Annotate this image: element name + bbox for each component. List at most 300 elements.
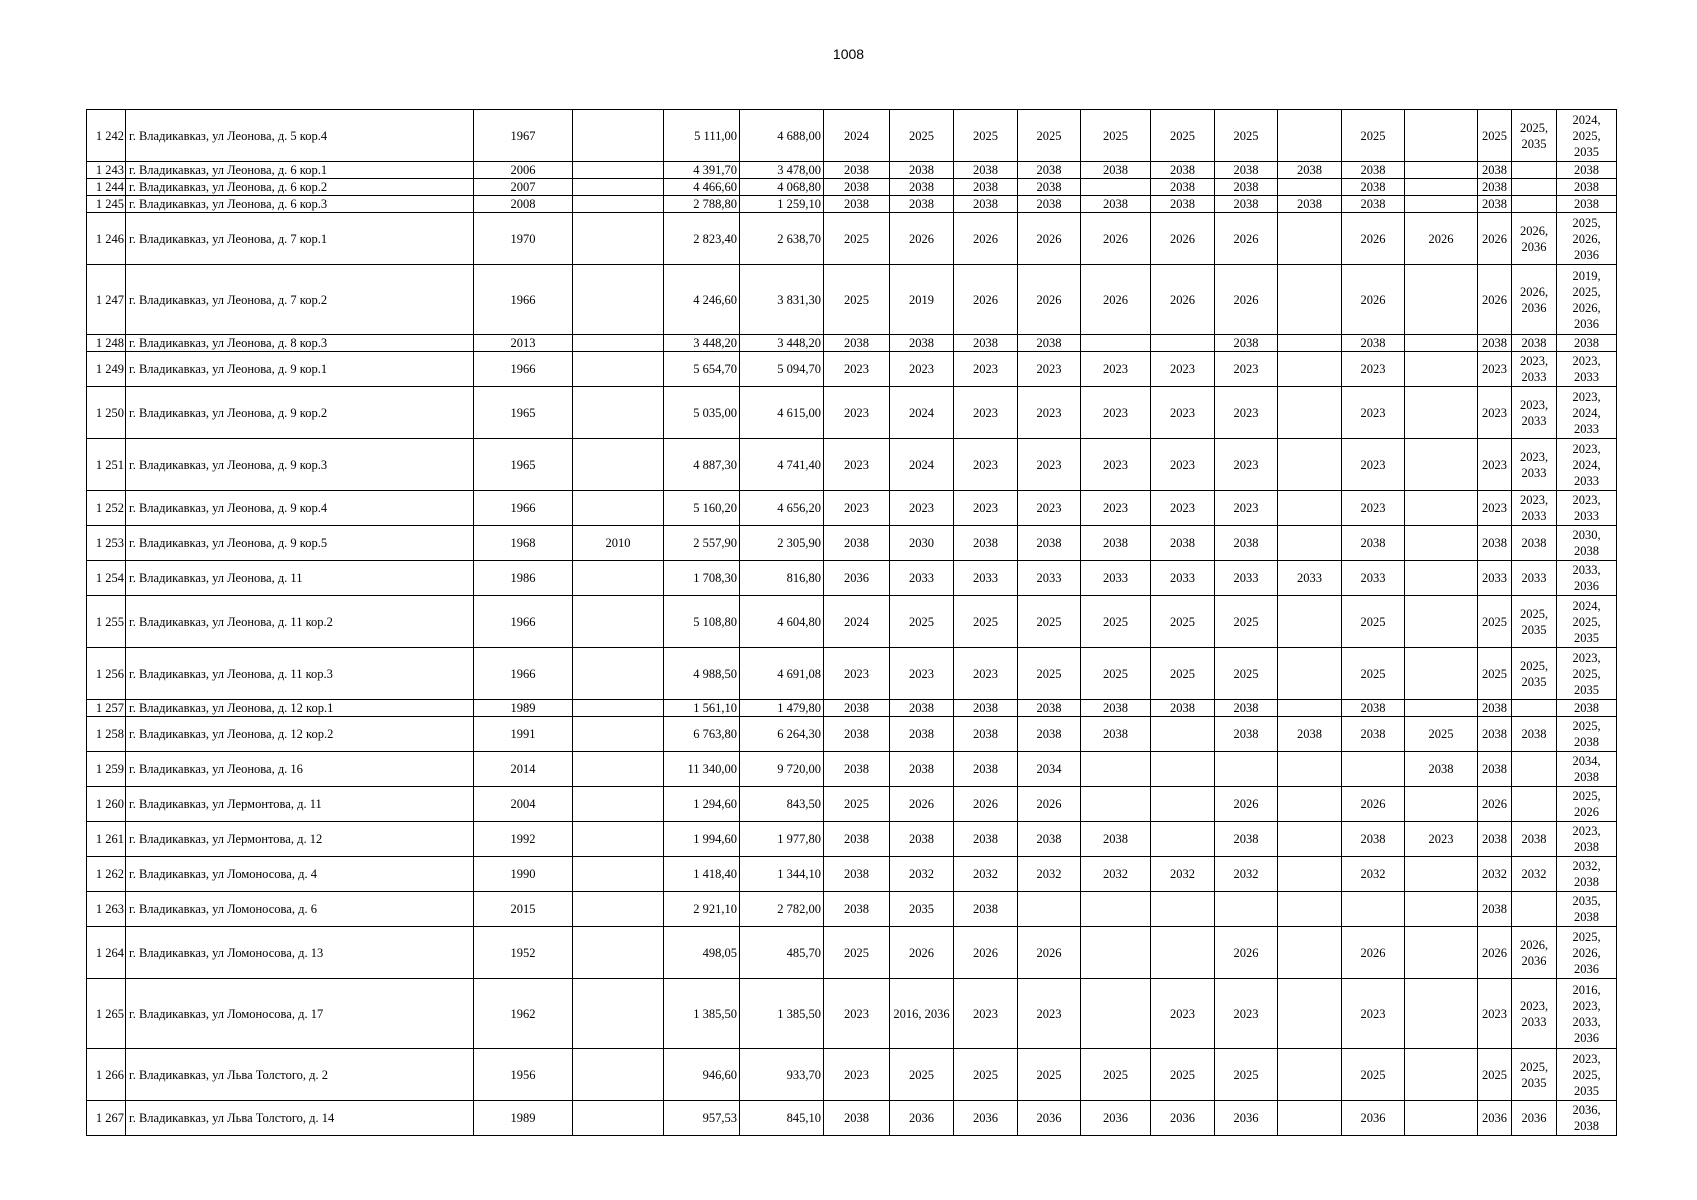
reconstruction-year-cell: [573, 822, 664, 857]
year-cell: 2036: [1081, 1101, 1151, 1136]
reconstruction-year-cell: 2010: [573, 526, 664, 561]
year-cell: 2023: [1018, 979, 1081, 1049]
table-row: [87, 352, 1617, 387]
address-cell: г. Владикавказ, ул Леонова, д. 7 кор.1: [126, 213, 474, 265]
row-number-cell: 1 247: [87, 265, 126, 335]
year-cell: 2038: [1151, 196, 1215, 213]
year-cell: 2033: [1478, 561, 1512, 596]
year-cell: 2025: [1215, 648, 1278, 700]
year-cell: 2038: [1151, 526, 1215, 561]
year-cell: 2033: [1215, 561, 1278, 596]
year-cell: 2034, 2038: [1557, 752, 1617, 787]
year-cell: 2023: [1151, 352, 1215, 387]
year-cell: [1215, 892, 1278, 927]
year-cell: 2038: [824, 752, 890, 787]
year-cell: [1278, 787, 1342, 822]
year-cell: 2025: [1478, 648, 1512, 700]
row-number-cell: 1 258: [87, 717, 126, 752]
table-row: [87, 1049, 1617, 1101]
row-number-cell: 1 259: [87, 752, 126, 787]
reconstruction-year-cell: [573, 752, 664, 787]
year-cell: 2038: [1405, 752, 1478, 787]
year-cell: 2038: [1151, 700, 1215, 717]
year-cell: 2023: [1342, 491, 1405, 526]
year-cell: 2025: [890, 110, 954, 162]
year-cell: 2025, 2035: [1512, 596, 1557, 648]
year-cell: 2038: [1018, 526, 1081, 561]
year-cell: 2023, 2033: [1512, 491, 1557, 526]
row-number-cell: 1 267: [87, 1101, 126, 1136]
table-row: [87, 265, 1617, 335]
year-cell: 2023: [824, 352, 890, 387]
year-cell: 2024: [824, 596, 890, 648]
address-cell: г. Владикавказ, ул Ломоносова, д. 4: [126, 857, 474, 892]
row-number-cell: 1 264: [87, 927, 126, 979]
year-cell: 2038: [1478, 822, 1512, 857]
year-cell: 2025: [1151, 1049, 1215, 1101]
year-cell: 2023: [824, 491, 890, 526]
year-cell: 2038: [1342, 526, 1405, 561]
build-year-cell: 1989: [474, 1101, 573, 1136]
table-row: [87, 717, 1617, 752]
table-row: [87, 179, 1617, 196]
living-area-cell: 3 831,30: [740, 265, 824, 335]
year-cell: 2038: [824, 892, 890, 927]
year-cell: 2026: [1081, 213, 1151, 265]
year-cell: [1151, 787, 1215, 822]
year-cell: 2032: [1478, 857, 1512, 892]
year-cell: 2026: [954, 265, 1018, 335]
year-cell: 2023, 2038: [1557, 822, 1617, 857]
year-cell: 2025: [1478, 1049, 1512, 1101]
year-cell: [1278, 265, 1342, 335]
year-cell: 2023: [954, 352, 1018, 387]
reconstruction-year-cell: [573, 1049, 664, 1101]
year-cell: 2035: [890, 892, 954, 927]
address-cell: г. Владикавказ, ул Леонова, д. 6 кор.2: [126, 179, 474, 196]
year-cell: 2023: [1151, 979, 1215, 1049]
build-year-cell: 1991: [474, 717, 573, 752]
build-year-cell: 1956: [474, 1049, 573, 1101]
year-cell: [1151, 822, 1215, 857]
total-area-cell: 5 654,70: [664, 352, 740, 387]
year-cell: [1405, 352, 1478, 387]
table-body: [87, 110, 1617, 1136]
living-area-cell: 4 615,00: [740, 387, 824, 439]
year-cell: 2023, 2033: [1557, 352, 1617, 387]
table-row: [87, 162, 1617, 179]
living-area-cell: 816,80: [740, 561, 824, 596]
year-cell: 2026, 2036: [1512, 265, 1557, 335]
year-cell: 2023: [824, 387, 890, 439]
build-year-cell: 2008: [474, 196, 573, 213]
year-cell: 2038: [1557, 162, 1617, 179]
year-cell: 2023: [1342, 387, 1405, 439]
year-cell: 2025: [1478, 110, 1512, 162]
year-cell: [1405, 787, 1478, 822]
row-number-cell: 1 254: [87, 561, 126, 596]
address-cell: г. Владикавказ, ул Леонова, д. 7 кор.2: [126, 265, 474, 335]
year-cell: 2038: [1512, 335, 1557, 352]
year-cell: 2038: [954, 162, 1018, 179]
year-cell: 2038: [1342, 179, 1405, 196]
row-number-cell: 1 260: [87, 787, 126, 822]
year-cell: 2025: [1151, 596, 1215, 648]
total-area-cell: 2 921,10: [664, 892, 740, 927]
total-area-cell: 1 418,40: [664, 857, 740, 892]
row-number-cell: 1 246: [87, 213, 126, 265]
build-year-cell: 2015: [474, 892, 573, 927]
year-cell: 2038: [824, 526, 890, 561]
year-cell: [1081, 752, 1151, 787]
year-cell: 2038: [1018, 162, 1081, 179]
year-cell: 2036: [1478, 1101, 1512, 1136]
build-year-cell: 1966: [474, 648, 573, 700]
living-area-cell: 4 741,40: [740, 439, 824, 491]
year-cell: 2023: [954, 387, 1018, 439]
address-cell: г. Владикавказ, ул Леонова, д. 11 кор.2: [126, 596, 474, 648]
year-cell: 2025: [1215, 596, 1278, 648]
address-cell: г. Владикавказ, ул Леонова, д. 16: [126, 752, 474, 787]
year-cell: 2030: [890, 526, 954, 561]
year-cell: [1215, 752, 1278, 787]
living-area-cell: 845,10: [740, 1101, 824, 1136]
living-area-cell: 4 656,20: [740, 491, 824, 526]
row-number-cell: 1 248: [87, 335, 126, 352]
year-cell: 2032: [1081, 857, 1151, 892]
address-cell: г. Владикавказ, ул Леонова, д. 9 кор.2: [126, 387, 474, 439]
year-cell: [1151, 752, 1215, 787]
year-cell: 2038: [1081, 196, 1151, 213]
year-cell: 2033: [954, 561, 1018, 596]
reconstruction-year-cell: [573, 857, 664, 892]
year-cell: 2038: [1342, 196, 1405, 213]
reconstruction-year-cell: [573, 787, 664, 822]
year-cell: 2026: [1478, 787, 1512, 822]
living-area-cell: 4 688,00: [740, 110, 824, 162]
year-cell: [1405, 526, 1478, 561]
year-cell: [1278, 179, 1342, 196]
year-cell: 2023: [890, 648, 954, 700]
year-cell: 2038: [1478, 700, 1512, 717]
total-area-cell: 1 385,50: [664, 979, 740, 1049]
year-cell: 2033: [1342, 561, 1405, 596]
year-cell: 2038: [824, 179, 890, 196]
reconstruction-year-cell: [573, 265, 664, 335]
table-row: [87, 979, 1617, 1049]
year-cell: 2032, 2038: [1557, 857, 1617, 892]
year-cell: 2023: [1081, 352, 1151, 387]
year-cell: 2033: [1081, 561, 1151, 596]
year-cell: 2038: [1018, 717, 1081, 752]
year-cell: 2023: [954, 648, 1018, 700]
table-row: [87, 491, 1617, 526]
living-area-cell: 2 638,70: [740, 213, 824, 265]
year-cell: 2025, 2026, 2036: [1557, 927, 1617, 979]
build-year-cell: 2004: [474, 787, 573, 822]
total-area-cell: 2 788,80: [664, 196, 740, 213]
build-year-cell: 1966: [474, 491, 573, 526]
reconstruction-year-cell: [573, 491, 664, 526]
address-cell: г. Владикавказ, ул Леонова, д. 9 кор.1: [126, 352, 474, 387]
year-cell: 2024: [890, 387, 954, 439]
table-row: [87, 787, 1617, 822]
year-cell: 2038: [890, 335, 954, 352]
year-cell: 2023: [824, 648, 890, 700]
reconstruction-year-cell: [573, 196, 664, 213]
year-cell: 2038: [1151, 162, 1215, 179]
table-row: [87, 110, 1617, 162]
year-cell: 2038: [1018, 700, 1081, 717]
year-cell: 2023: [954, 439, 1018, 491]
table-row: [87, 927, 1617, 979]
year-cell: 2038: [824, 822, 890, 857]
reconstruction-year-cell: [573, 979, 664, 1049]
year-cell: 2038: [1512, 717, 1557, 752]
year-cell: 2023, 2025, 2035: [1557, 648, 1617, 700]
year-cell: [1405, 1101, 1478, 1136]
year-cell: 2032: [1215, 857, 1278, 892]
year-cell: 2023, 2033: [1512, 352, 1557, 387]
address-cell: г. Владикавказ, ул Леонова, д. 6 кор.3: [126, 196, 474, 213]
year-cell: 2038: [1215, 335, 1278, 352]
year-cell: 2023: [1151, 387, 1215, 439]
year-cell: 2026: [1478, 265, 1512, 335]
year-cell: 2038: [954, 717, 1018, 752]
year-cell: 2023: [1478, 491, 1512, 526]
year-cell: 2038: [1215, 196, 1278, 213]
living-area-cell: 2 782,00: [740, 892, 824, 927]
reconstruction-year-cell: [573, 352, 664, 387]
row-number-cell: 1 265: [87, 979, 126, 1049]
year-cell: 2023: [1081, 439, 1151, 491]
year-cell: [1278, 1049, 1342, 1101]
build-year-cell: 1968: [474, 526, 573, 561]
year-cell: 2038: [824, 717, 890, 752]
total-area-cell: 957,53: [664, 1101, 740, 1136]
year-cell: 2034: [1018, 752, 1081, 787]
living-area-cell: 1 344,10: [740, 857, 824, 892]
year-cell: 2038: [1342, 717, 1405, 752]
year-cell: 2023: [1342, 979, 1405, 1049]
living-area-cell: 933,70: [740, 1049, 824, 1101]
year-cell: 2036, 2038: [1557, 1101, 1617, 1136]
year-cell: 2026: [1215, 213, 1278, 265]
row-number-cell: 1 262: [87, 857, 126, 892]
year-cell: [1278, 892, 1342, 927]
year-cell: 2025: [1018, 1049, 1081, 1101]
table-row: [87, 700, 1617, 717]
year-cell: 2038: [954, 752, 1018, 787]
table-row: [87, 822, 1617, 857]
total-area-cell: 1 294,60: [664, 787, 740, 822]
year-cell: [1405, 648, 1478, 700]
living-area-cell: 9 720,00: [740, 752, 824, 787]
row-number-cell: 1 244: [87, 179, 126, 196]
address-cell: г. Владикавказ, ул Леонова, д. 9 кор.4: [126, 491, 474, 526]
year-cell: 2025: [1405, 717, 1478, 752]
year-cell: 2025: [1081, 110, 1151, 162]
year-cell: 2038: [890, 717, 954, 752]
year-cell: 2026: [1018, 927, 1081, 979]
build-year-cell: 1966: [474, 265, 573, 335]
year-cell: 2025: [1342, 1049, 1405, 1101]
year-cell: 2025: [890, 596, 954, 648]
year-cell: 2038: [1478, 335, 1512, 352]
reconstruction-year-cell: [573, 179, 664, 196]
build-year-cell: 2014: [474, 752, 573, 787]
year-cell: 2023: [890, 352, 954, 387]
build-year-cell: 2013: [474, 335, 573, 352]
total-area-cell: 5 108,80: [664, 596, 740, 648]
year-cell: [1512, 162, 1557, 179]
row-number-cell: 1 245: [87, 196, 126, 213]
year-cell: 2023: [1478, 979, 1512, 1049]
year-cell: 2038: [1215, 526, 1278, 561]
year-cell: 2033: [1512, 561, 1557, 596]
build-year-cell: 1966: [474, 596, 573, 648]
build-year-cell: 1962: [474, 979, 573, 1049]
year-cell: 2038: [1278, 196, 1342, 213]
year-cell: 2036: [890, 1101, 954, 1136]
year-cell: 2038: [1215, 179, 1278, 196]
reconstruction-year-cell: [573, 439, 664, 491]
year-cell: [1278, 387, 1342, 439]
table-row: [87, 213, 1617, 265]
year-cell: 2038: [890, 752, 954, 787]
table-row: [87, 561, 1617, 596]
address-cell: г. Владикавказ, ул Ломоносова, д. 13: [126, 927, 474, 979]
year-cell: 2026: [1018, 787, 1081, 822]
year-cell: 2024, 2025, 2035: [1557, 110, 1617, 162]
year-cell: 2025: [824, 787, 890, 822]
address-cell: г. Владикавказ, ул Леонова, д. 11: [126, 561, 474, 596]
year-cell: [1278, 491, 1342, 526]
year-cell: 2026: [1405, 213, 1478, 265]
reconstruction-year-cell: [573, 927, 664, 979]
row-number-cell: 1 255: [87, 596, 126, 648]
year-cell: 2019, 2025, 2026, 2036: [1557, 265, 1617, 335]
year-cell: 2016, 2036: [890, 979, 954, 1049]
year-cell: 2025: [1215, 110, 1278, 162]
year-cell: 2038: [824, 335, 890, 352]
row-number-cell: 1 252: [87, 491, 126, 526]
total-area-cell: 5 160,20: [664, 491, 740, 526]
build-year-cell: 1989: [474, 700, 573, 717]
year-cell: 2026: [1342, 927, 1405, 979]
year-cell: 2038: [890, 196, 954, 213]
build-year-cell: 1965: [474, 387, 573, 439]
row-number-cell: 1 251: [87, 439, 126, 491]
year-cell: 2025, 2035: [1512, 110, 1557, 162]
table-row: [87, 196, 1617, 213]
reconstruction-year-cell: [573, 596, 664, 648]
living-area-cell: 5 094,70: [740, 352, 824, 387]
year-cell: 2038: [1018, 822, 1081, 857]
year-cell: 2038: [1278, 162, 1342, 179]
year-cell: [1405, 335, 1478, 352]
year-cell: 2023, 2033: [1512, 387, 1557, 439]
year-cell: 2026: [1478, 927, 1512, 979]
year-cell: 2023: [1151, 491, 1215, 526]
year-cell: 2026: [1215, 927, 1278, 979]
year-cell: 2032: [954, 857, 1018, 892]
year-cell: 2023, 2024, 2033: [1557, 387, 1617, 439]
year-cell: 2038: [1512, 526, 1557, 561]
year-cell: 2038: [1215, 700, 1278, 717]
year-cell: 2026: [954, 213, 1018, 265]
year-cell: [1278, 596, 1342, 648]
year-cell: 2023, 2033: [1512, 979, 1557, 1049]
year-cell: [1405, 1049, 1478, 1101]
year-cell: 2025: [890, 1049, 954, 1101]
year-cell: [1151, 927, 1215, 979]
page-number: 1008: [832, 46, 865, 62]
living-area-cell: 4 691,08: [740, 648, 824, 700]
year-cell: 2033, 2036: [1557, 561, 1617, 596]
year-cell: 2023: [1478, 352, 1512, 387]
build-year-cell: 1986: [474, 561, 573, 596]
year-cell: 2025: [824, 927, 890, 979]
year-cell: [1278, 979, 1342, 1049]
year-cell: 2023: [1018, 352, 1081, 387]
year-cell: [1512, 196, 1557, 213]
year-cell: 2023: [1215, 439, 1278, 491]
living-area-cell: 1 479,80: [740, 700, 824, 717]
year-cell: 2038: [954, 179, 1018, 196]
total-area-cell: 4 988,50: [664, 648, 740, 700]
year-cell: [1405, 892, 1478, 927]
build-year-cell: 1990: [474, 857, 573, 892]
year-cell: 2038: [1478, 717, 1512, 752]
year-cell: 2038: [1342, 335, 1405, 352]
year-cell: 2023: [890, 491, 954, 526]
living-area-cell: 1 259,10: [740, 196, 824, 213]
table-row: [87, 857, 1617, 892]
year-cell: 2038: [1512, 822, 1557, 857]
year-cell: 2038: [1081, 700, 1151, 717]
year-cell: 2036: [824, 561, 890, 596]
row-number-cell: 1 243: [87, 162, 126, 179]
year-cell: 2038: [890, 822, 954, 857]
year-cell: [1081, 927, 1151, 979]
year-cell: 2038: [1342, 162, 1405, 179]
year-cell: 2025: [1018, 596, 1081, 648]
reconstruction-year-cell: [573, 213, 664, 265]
living-area-cell: 1 385,50: [740, 979, 824, 1049]
table-row: [87, 596, 1617, 648]
year-cell: [1278, 822, 1342, 857]
address-cell: г. Владикавказ, ул Леонова, д. 8 кор.3: [126, 335, 474, 352]
year-cell: 2026: [1151, 265, 1215, 335]
year-cell: [1405, 110, 1478, 162]
year-cell: 2026: [1215, 787, 1278, 822]
reconstruction-year-cell: [573, 561, 664, 596]
year-cell: 2025: [1081, 648, 1151, 700]
year-cell: 2023: [1215, 979, 1278, 1049]
year-cell: 2038: [1478, 162, 1512, 179]
year-cell: 2025: [1342, 648, 1405, 700]
total-area-cell: 4 466,60: [664, 179, 740, 196]
year-cell: [1405, 196, 1478, 213]
year-cell: [1405, 927, 1478, 979]
year-cell: 2024: [890, 439, 954, 491]
total-area-cell: 11 340,00: [664, 752, 740, 787]
year-cell: [1081, 892, 1151, 927]
year-cell: [1081, 979, 1151, 1049]
year-cell: 2023: [1478, 387, 1512, 439]
year-cell: 2038: [1151, 179, 1215, 196]
